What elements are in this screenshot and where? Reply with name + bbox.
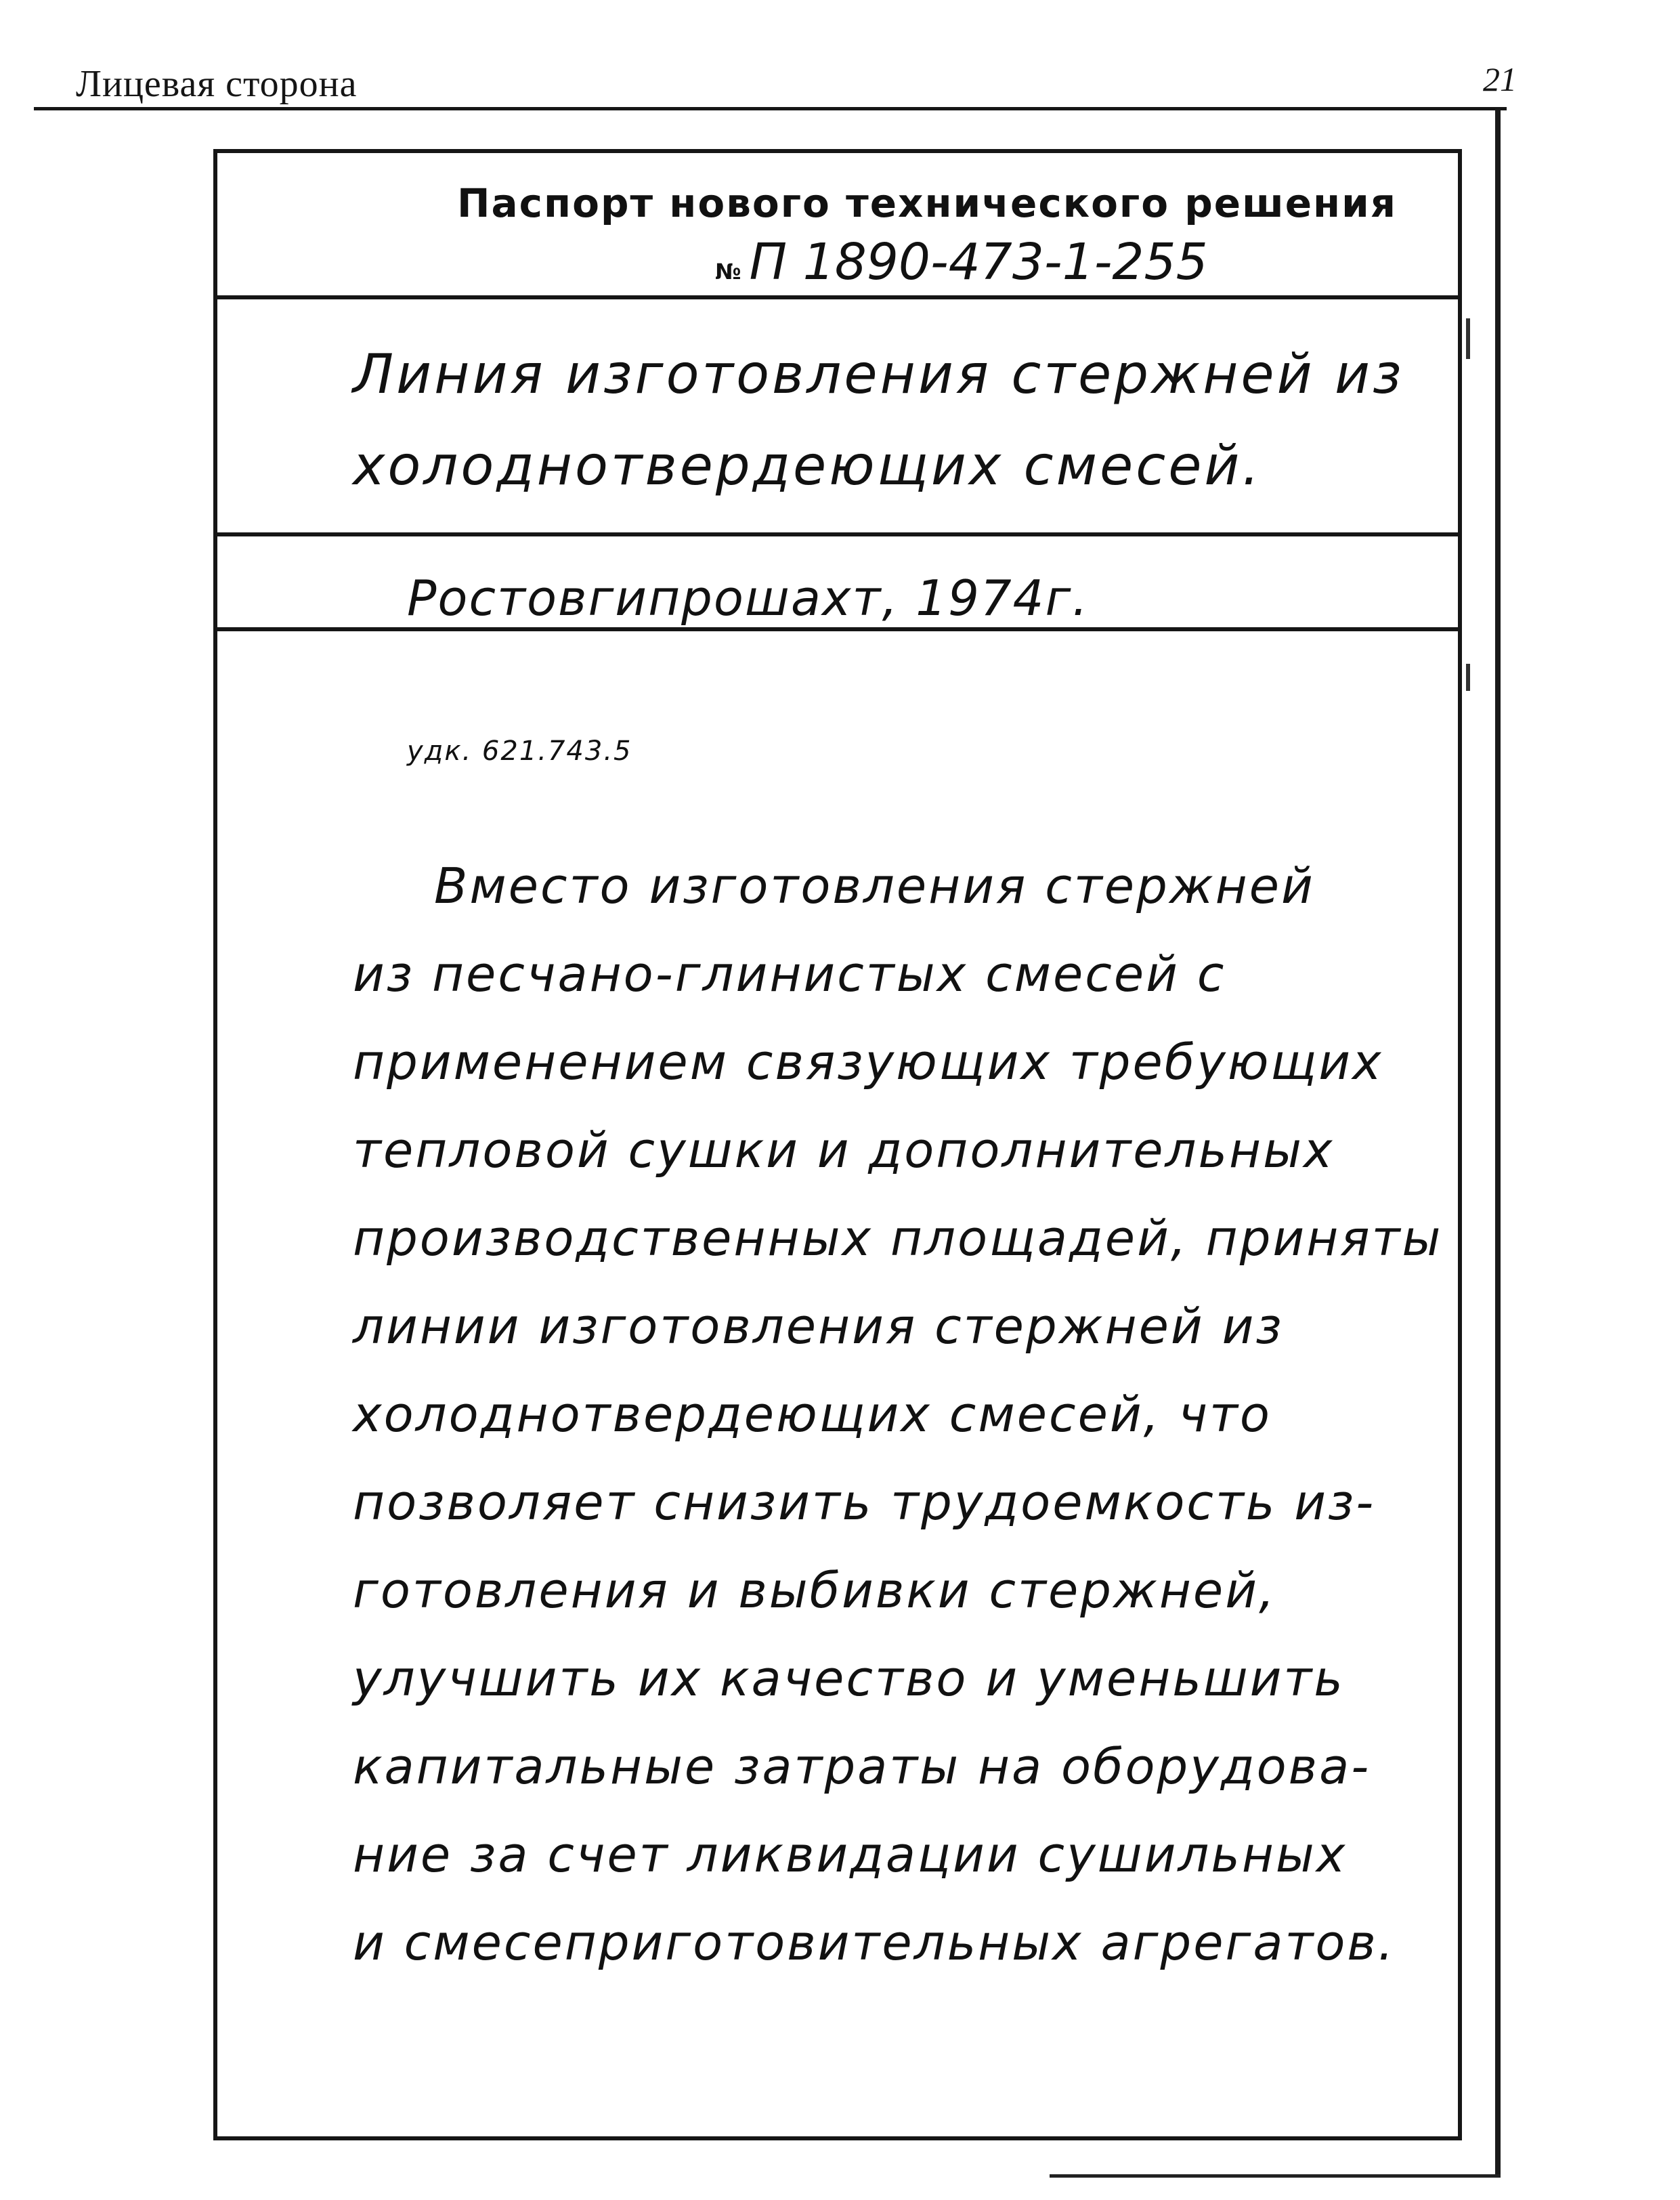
body-line-5: производственных площадей, приняты xyxy=(353,1210,1443,1267)
body-line-8: позволяет снизить трудоемкость из- xyxy=(353,1474,1376,1531)
header-underline xyxy=(34,107,1507,110)
body-line-11: капитальные затраты на оборудова- xyxy=(353,1738,1371,1795)
body-line-10: улучшить их качество и уменьшить xyxy=(353,1650,1345,1707)
outer-frame-bottom-edge xyxy=(1050,2174,1501,2178)
passport-form-frame xyxy=(213,149,1462,2140)
body-line-6: линии изготовления стержней из xyxy=(353,1298,1284,1355)
body-line-7: холоднотвердеющих смесей, что xyxy=(353,1386,1272,1443)
organization-divider xyxy=(217,627,1458,631)
outer-frame-right-edge xyxy=(1495,108,1501,2178)
udk-code: удк. 621.743.5 xyxy=(407,736,632,767)
body-line-3: применением связующих требующих xyxy=(353,1034,1383,1091)
passport-title: Паспорт нового технического решения xyxy=(456,180,1397,226)
subject-divider xyxy=(217,532,1458,536)
body-line-2: из песчано-глинистых смесей с xyxy=(353,946,1226,1002)
subject-line-1: Линия изготовления стержней из xyxy=(353,343,1404,406)
subject-line-2: холоднотвердеющих смесей. xyxy=(353,434,1262,497)
scan-artifact-mark xyxy=(1466,664,1470,691)
body-line-9: готовления и выбивки стержней, xyxy=(353,1562,1276,1619)
passport-number xyxy=(715,233,1208,291)
number-sign: № xyxy=(715,259,741,284)
body-line-13: и смесеприготовительных агрегатов. xyxy=(353,1914,1396,1971)
scan-artifact-mark xyxy=(1466,318,1470,359)
header-divider xyxy=(217,295,1458,299)
body-line-4: тепловой сушки и дополнительных xyxy=(353,1122,1335,1179)
body-line-1: Вместо изготовления стержней xyxy=(434,858,1315,914)
body-line-12: ние за счет ликвидации сушильных xyxy=(353,1826,1348,1883)
passport-number-value: П 1890-473-1-255 xyxy=(749,233,1208,291)
page-side-label: Лицевая сторона xyxy=(76,63,358,105)
organization-year: Ростовгипрошахт, 1974г. xyxy=(407,570,1090,627)
page-number: 21 xyxy=(1483,60,1517,98)
